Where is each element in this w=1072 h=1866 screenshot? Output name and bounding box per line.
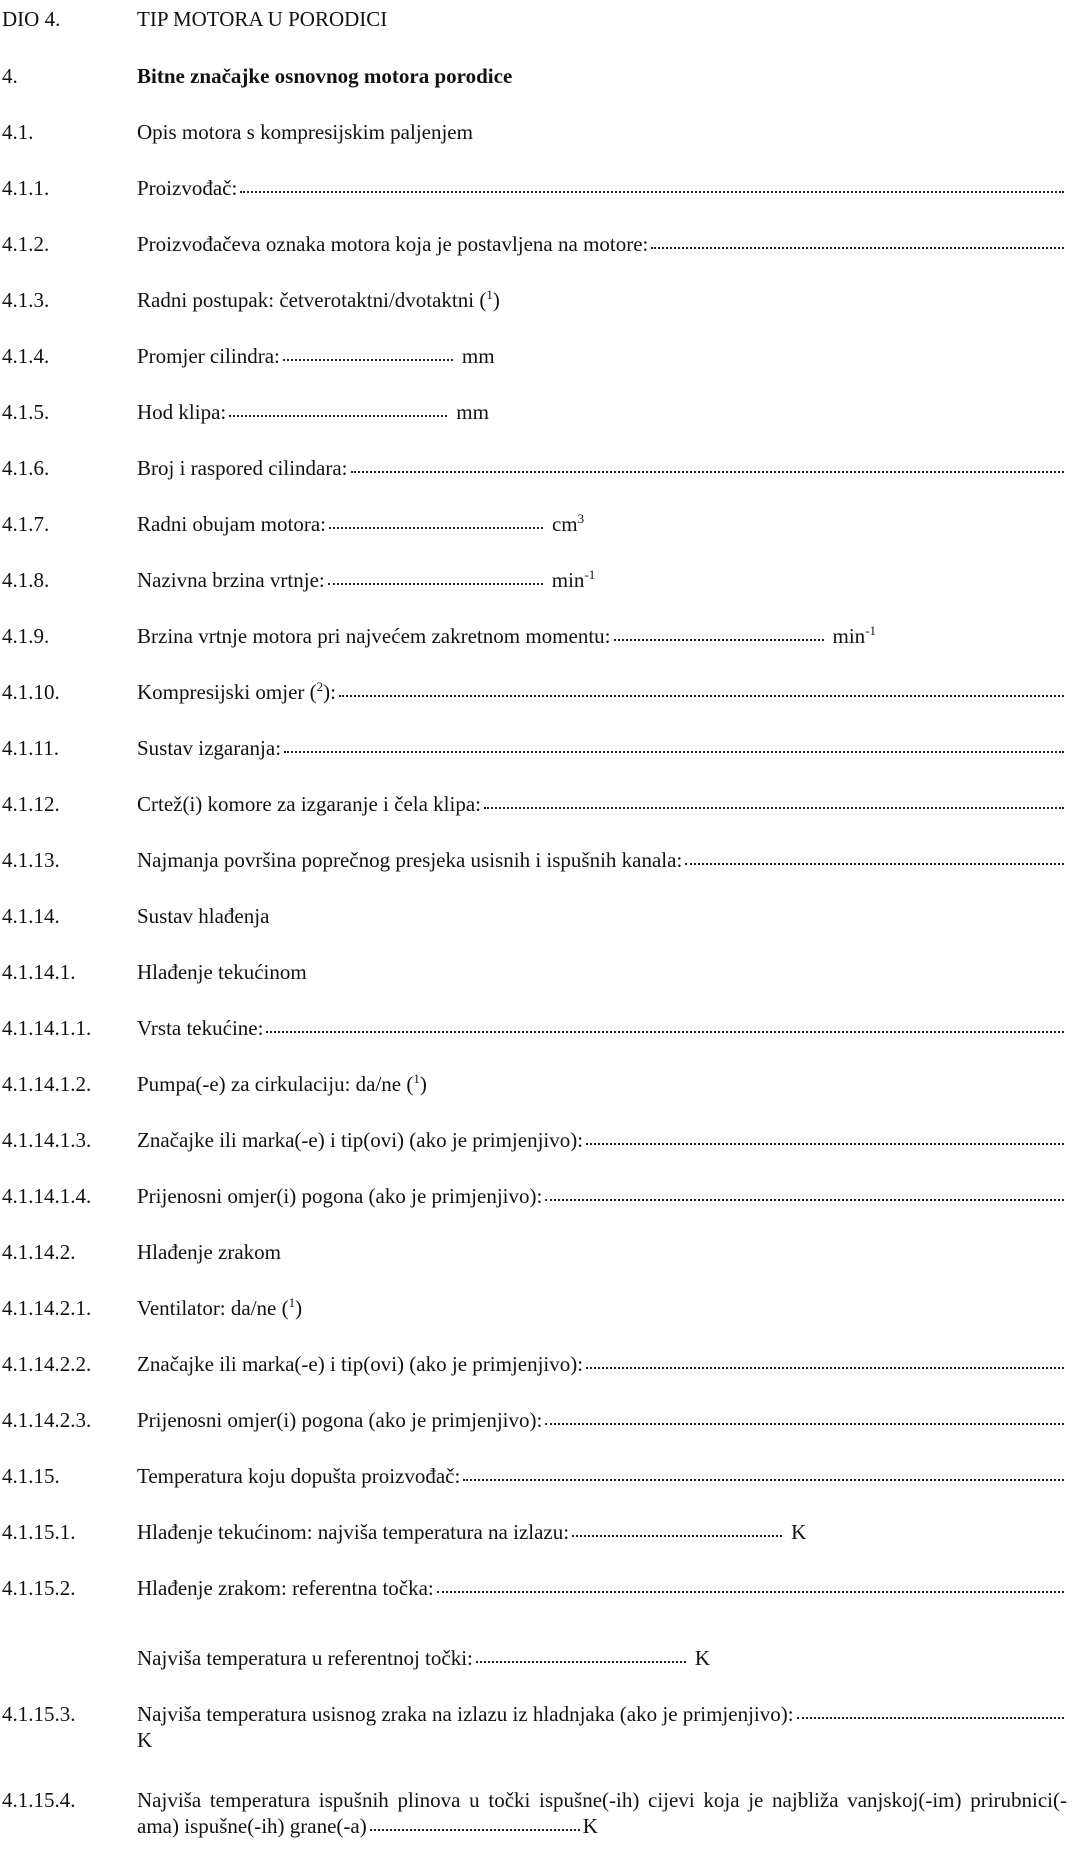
item-label-tail: ) [419,1072,427,1096]
item-label: Hod klipa: [137,400,227,424]
item-number: 4.1.15. [2,1464,60,1488]
item-number: 4.1.14.1.2. [2,1072,92,1096]
item-label: Radni obujam motora: [137,512,326,536]
item-label: Sustav hlađenja [137,904,270,928]
item-label: Vrsta tekućine: [137,1016,264,1040]
item-label: Najviša temperatura usisnog zraka na izlazu iz hladnjaka (ako je primjenjivo): [137,1702,794,1726]
fill-in-field[interactable] [329,527,543,529]
fill-in-field[interactable] [283,359,453,361]
item-number: 4.1.10. [2,680,60,704]
item-label: Značajke ili marka(-e) i tip(ovi) (ako je primjenjivo): [137,1128,584,1152]
item-number: 4.1.1. [2,176,50,200]
item-label: Značajke ili marka(-e) i tip(ovi) (ako je primjenjivo): [137,1352,584,1376]
fill-in-field[interactable] [351,471,1064,473]
item-number: 4.1.12. [2,792,60,816]
item-number: 4.1.7. [2,512,50,536]
unit-label: mm [461,344,495,368]
item-label: Opis motora s kompresijskim paljenjem [137,120,473,144]
item-number: 4.1.15.4. [2,1788,76,1812]
unit-label: min [832,624,866,648]
unit-exponent: -1 [584,567,596,582]
footnote-ref: 2 [316,679,324,694]
unit-label: K [694,1646,711,1670]
item-label: Kompresijski omjer ( [137,680,317,704]
unit-label: K [791,1520,807,1544]
item-label: Crtež(i) komore za izgaranje i čela klipa: [137,792,481,816]
item-number: 4.1.15.3. [2,1702,76,1726]
item-label: Prijenosni omjer(i) pogona (ako je primjenjivo): [137,1184,543,1208]
fill-in-field[interactable] [586,1143,1064,1145]
item-label: Prijenosni omjer(i) pogona (ako je primjenjivo): [137,1408,543,1432]
fill-in-field[interactable] [614,639,824,641]
fill-in-field[interactable] [229,415,447,417]
item-label: Pumpa(-e) za cirkulaciju: da/ne ( [137,1072,414,1096]
part-number: DIO 4. [2,7,61,31]
item-label: Ventilator: da/ne ( [137,1296,289,1320]
item-number: 4.1.5. [2,400,50,424]
item-label-tail: ) [492,288,500,312]
item-number: 4.1.11. [2,736,59,760]
fill-in-field[interactable] [266,1031,1064,1033]
footnote-ref: 1 [288,1295,296,1310]
fill-in-field[interactable] [484,807,1064,809]
unit-label: K [582,1814,598,1838]
item-label: Radni postupak: četverotaktni/dvotaktni ( [137,288,487,312]
fill-in-field[interactable] [651,247,1064,249]
unit-label: min [551,568,585,592]
fill-in-field[interactable] [339,695,1064,697]
item-number: 4.1.14.2. [2,1240,76,1264]
section-title: Bitne značajke osnovnog motora porodice [137,64,513,88]
item-label: Brzina vrtnje motora pri najvećem zakretnom momentu: [137,624,611,648]
item-label: Proizvođačeva oznaka motora koja je postavljena na motore: [137,232,649,256]
item-number: 4.1.14.1.3. [2,1128,92,1152]
item-label: Proizvođač: [137,176,238,200]
item-label: Broj i raspored cilindara: [137,456,348,480]
item-number: 4.1.14.1.1. [2,1016,92,1040]
fill-in-field[interactable] [463,1479,1064,1481]
item-number: 4.1.15.2. [2,1576,76,1600]
item-label: Hlađenje zrakom [137,1240,282,1264]
footnote-ref: 1 [413,1071,420,1086]
item-number: 4.1.14.1.4. [2,1184,92,1208]
item-number: 4.1.14.1. [2,960,76,984]
item-label: Hlađenje tekućinom [137,960,307,984]
item-number: 4.1.8. [2,568,50,592]
unit-exponent: -1 [865,623,877,638]
fill-in-field[interactable] [572,1535,782,1537]
item-number: 4.1.14.2.2. [2,1352,92,1376]
item-label-tail: ) [295,1296,303,1320]
item-label: Promjer cilindra: [137,344,280,368]
item-number: 4.1. [2,120,34,144]
fill-in-field[interactable] [437,1591,1064,1593]
item-label: Najviša temperatura u referentnoj točki: [137,1646,473,1670]
item-number: 4.1.15.1. [2,1520,76,1544]
item-number: 4.1.14. [2,904,60,928]
fill-in-field[interactable] [328,583,543,585]
item-number: 4.1.14.2.1. [2,1296,92,1320]
item-number: 4.1.4. [2,344,50,368]
fill-in-field[interactable] [545,1199,1064,1201]
item-number: 4.1.2. [2,232,50,256]
fill-in-field[interactable] [797,1717,1064,1719]
unit-label: cm [551,512,578,536]
unit-label: mm [456,400,489,424]
item-number: 4.1.3. [2,288,50,312]
fill-in-field[interactable] [476,1661,686,1663]
fill-in-field[interactable] [370,1829,580,1831]
item-label-tail: ): [323,680,336,704]
unit-exponent: 3 [577,511,585,526]
item-label: Najmanja površina poprečnog presjeka usisnih i ispušnih kanala: [137,848,683,872]
footnote-ref: 1 [486,287,493,302]
part-title: TIP MOTORA U PORODICI [137,7,388,31]
item-label: Hlađenje zrakom: referentna točka: [137,1576,434,1600]
item-number: 4.1.9. [2,624,50,648]
unit-label: K [137,1728,153,1752]
item-label: Najviša temperatura ispušnih plinova u točki ispušne(-ih) cijevi koja je najbliža vanjskoj(-im) prirubnici(-ama) ispušne(-ih) grane(-a) [137,1788,1067,1838]
fill-in-field[interactable] [545,1423,1064,1425]
fill-in-field[interactable] [685,863,1064,865]
item-label: Sustav izgaranja: [137,736,282,760]
item-number: 4.1.14.2.3. [2,1408,92,1432]
item-label: Temperatura koju dopušta proizvođač: [137,1464,461,1488]
fill-in-field[interactable] [586,1367,1064,1369]
item-number: 4.1.6. [2,456,50,480]
item-label: Hlađenje tekućinom: najviša temperatura na izlazu: [137,1520,570,1544]
item-label: Nazivna brzina vrtnje: [137,568,325,592]
item-number: 4. [2,64,18,88]
fill-in-field[interactable] [240,191,1064,193]
item-number: 4.1.13. [2,848,60,872]
fill-in-field[interactable] [284,751,1064,753]
